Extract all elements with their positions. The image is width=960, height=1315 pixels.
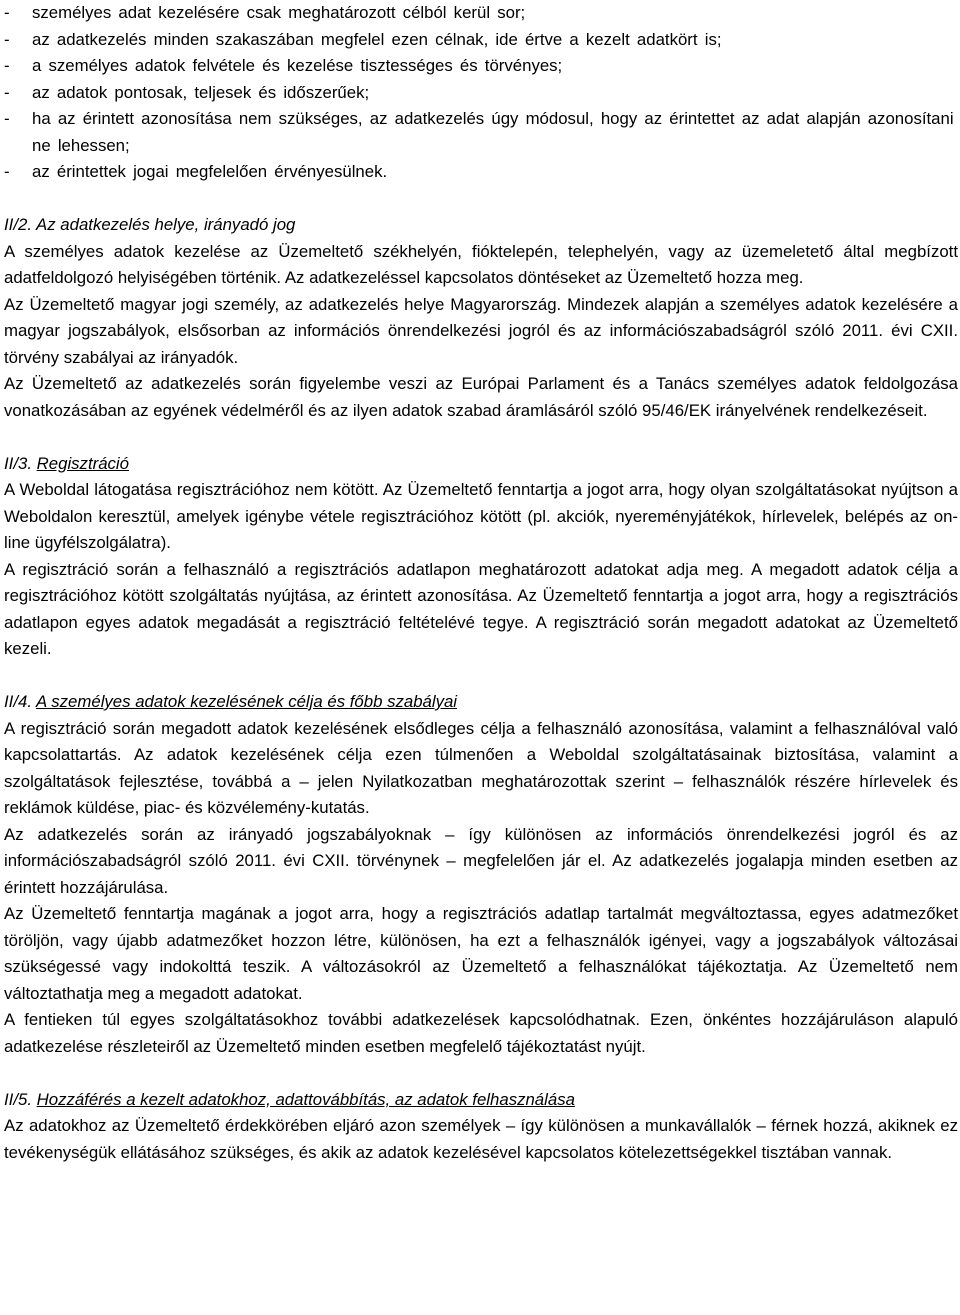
- list-item-text: az adatkezelés minden szakaszában megfelel ezen célnak, ide értve a kezelt adatkört is;: [32, 29, 722, 49]
- section-regisztracio: [4, 451, 958, 663]
- paragraph: A fentieken túl egyes szolgáltatásokhoz további adatkezelések kapcsolódhatnak. Ezen, önkéntes hozzájáruláson alapuló adatkezelése részleteiről az Üzemeltető minden esetben megfelelő tájékoztatást nyújt.: [4, 1010, 958, 1056]
- list-item-text: ha az érintett azonosítása nem szükséges, az adatkezelés úgy módosul, hogy az érintettet az adat alapján azonosítani ne lehessen;: [32, 109, 954, 155]
- principles-list: [4, 0, 958, 186]
- section-title: Az adatkezelés helye, irányadó jog: [36, 215, 296, 234]
- section-number: II/5.: [4, 1089, 32, 1109]
- list-item-text: személyes adat kezelésére csak meghatározott célból kerül sor;: [32, 3, 526, 22]
- section-heading: [4, 451, 958, 478]
- paragraph: A Weboldal látogatása regisztrációhoz nem kötött. Az Üzemeltető fenntartja a jogot arra, hogy olyan szolgáltatásokat nyújtson a Weboldalon keresztül, amelyek igénybe vétele regisztrációhoz kötött (pl. akciók, nyereményjátékok, hírlevelek, belépés az on-line ügyfélszolgálatra).: [4, 480, 958, 552]
- section-number: II/2.: [4, 215, 32, 234]
- list-item: [4, 106, 958, 159]
- section-heading: [4, 689, 958, 716]
- bullet-dash: -: [4, 3, 10, 22]
- section-title: Hozzáférés a kezelt adatokhoz, adattovábbítás, az adatok felhasználása: [36, 1089, 575, 1109]
- paragraph: Az adatokhoz az Üzemeltető érdekkörében eljáró azon személyek – így különösen a munkavállalók – férnek hozzá, akiknek ez tevékenységük ellátásához szükséges, és akik az adatok kezelésével kapcsolatos kötelezettségekkel tisztában vannak.: [4, 1116, 958, 1162]
- paragraph: Az Üzemeltető magyar jogi személy, az adatkezelés helye Magyarország. Mindezek alapján a személyes adatok kezelésére a magyar jogszabályok, elsősorban az információs önrendelkezési jogról és az információszabadságról szóló 2011. évi CXII. törvény szabályai az irányadók.: [4, 294, 958, 367]
- list-item: [4, 0, 958, 27]
- paragraph: Az Üzemeltető az adatkezelés során figyelembe veszi az Európai Parlament és a Tanács személyes adatok feldolgozása vonatkozásában az egyének védelméről és az ilyen adatok szabad áramlásáról szóló 95/46/EK irányelvének rendelkezéseit.: [4, 374, 958, 420]
- paragraph: A regisztráció során megadott adatok kezelésének elsődleges célja a felhasználó azonosítása, valamint a felhasználóval való kapcsolattartás. Az adatok kezelésének célja ezen túlmenően a Weboldal szolgáltatásainak biztosítása, valamint a szolgáltatások fejlesztése, továbbá a – jelen Nyilatkozatban meghatározottak szerint – felhasználók részére hírlevelek és reklámok küldése, piac- és közvélemény-kutatás.: [4, 718, 958, 817]
- section-adatkezeles-helye: [4, 212, 958, 424]
- section-heading: [4, 1087, 958, 1114]
- section-heading: [4, 212, 958, 239]
- bullet-dash: -: [4, 29, 10, 49]
- section-adatkezeles-celja: [4, 689, 958, 1060]
- section-title: A személyes adatok kezelésének célja és főbb szabályai: [36, 692, 458, 711]
- list-item: [4, 159, 958, 186]
- bullet-dash: -: [4, 162, 10, 181]
- list-item-text: az érintettek jogai megfelelően érvényesülnek.: [32, 162, 388, 181]
- bullet-dash: -: [4, 82, 10, 102]
- list-item: [4, 80, 958, 107]
- document-page: [4, 0, 958, 1166]
- list-item-text: a személyes adatok felvétele és kezelése tisztességes és törvényes;: [32, 56, 563, 75]
- paragraph: A regisztráció során a felhasználó a regisztrációs adatlapon meghatározott adatokat adja meg. A megadott adatok célja a regisztrációhoz kötött szolgáltatás nyújtása, az érintett azonosítása. Az Üzemeltető fenntartja a jogot arra, hogy a regisztrációs adatlapon egyes adatok megadását a regisztráció feltételévé tegye. A regisztráció során megadott adatokat az Üzemeltető kezeli.: [4, 559, 958, 658]
- bullet-dash: -: [4, 109, 10, 128]
- section-number: II/4.: [4, 692, 32, 711]
- section-title: Regisztráció: [36, 453, 129, 473]
- paragraph: Az adatkezelés során az irányadó jogszabályoknak – így különösen az információs önrendelkezési jogról és az információszabadságról szóló 2011. évi CXII. törvénynek – megfelelően jár el. Az adatkezelés jogalapja minden esetben az érintett hozzájárulása.: [4, 824, 958, 897]
- paragraph: Az Üzemeltető fenntartja magának a jogot arra, hogy a regisztrációs adatlap tartalmát megváltoztassa, egyes adatmezőket töröljön, vagy újabb adatmezőket hozzon létre, különösen, ha ezt a felhasználók igényei, vagy a jogszabályok változásai szükségessé vagy indokolttá teszik. A változásokról az Üzemeltető a felhasználókat tájékoztatja. Az Üzemeltető nem változtathatja meg a megadott adatokat.: [4, 904, 958, 1003]
- list-item: [4, 27, 958, 54]
- paragraph: A személyes adatok kezelése az Üzemeltető székhelyén, fióktelepén, telephelyén, vagy az üzemeletető által megbízott adatfeldolgozó helyiségében történik. Az adatkezeléssel kapcsolatos döntéseket az Üzemeltető hozza meg.: [4, 241, 958, 287]
- section-hozzaferes: [4, 1087, 958, 1167]
- list-item-text: az adatok pontosak, teljesek és időszerűek;: [32, 82, 370, 102]
- bullet-dash: -: [4, 56, 10, 75]
- section-number: II/3.: [4, 453, 32, 473]
- list-item: [4, 53, 958, 80]
